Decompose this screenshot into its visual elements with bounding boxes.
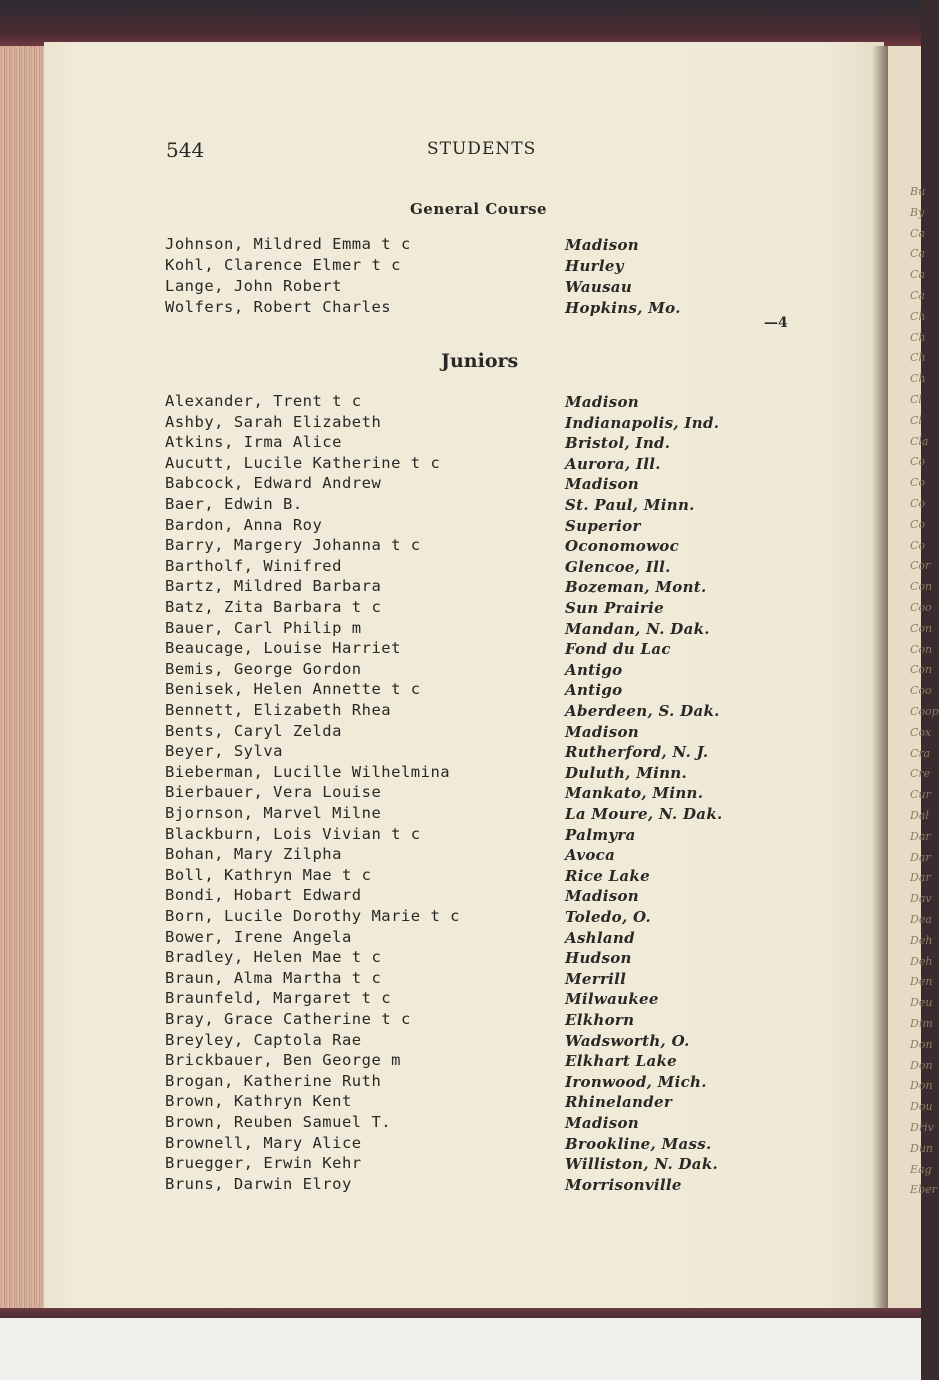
hometown: Glencoe, Ill.: [565, 557, 671, 576]
hometown: Avoca: [565, 846, 616, 865]
hometown: Oconomowoc: [565, 537, 680, 556]
next-page-fragment: Deh: [910, 933, 933, 947]
student-name: Bray, Grace Catherine t c: [165, 1010, 411, 1028]
page-number: 544: [166, 138, 205, 162]
next-page-fragment: Co: [910, 455, 926, 469]
next-page-fragment: Con: [910, 580, 933, 594]
next-page-fragment: Ch: [910, 372, 926, 386]
hometown: Rutherford, N. J.: [565, 743, 709, 762]
student-name: Brown, Kathryn Kent: [165, 1092, 352, 1111]
next-page-fragment: Cor: [910, 559, 931, 573]
next-page-fragment: Ch: [910, 309, 926, 323]
student-name: Bondi, Hobart Edward: [165, 886, 362, 905]
student-name: Wolfers, Robert Charles: [165, 298, 392, 316]
student-name: Bierbauer, Vera Louise: [165, 783, 382, 802]
hometown: Madison: [565, 722, 639, 741]
student-name: Bohan, Mary Zilpha: [165, 845, 342, 864]
hometown: Madison: [565, 236, 639, 254]
hometown: Superior: [565, 516, 641, 535]
student-name: Bjornson, Marvel Milne: [165, 804, 382, 822]
hometown: Bozeman, Mont.: [565, 578, 707, 597]
next-page-fragment: Cl: [910, 393, 922, 406]
student-name: Bruns, Darwin Elroy: [165, 1174, 352, 1193]
hometown: Ironwood, Mich.: [565, 1072, 707, 1091]
next-page-fragment: Ca: [910, 268, 925, 282]
hometown: Aurora, Ill.: [565, 454, 661, 473]
running-head: STUDENTS: [427, 139, 537, 159]
student-name: Benisek, Helen Annette t c: [165, 680, 421, 699]
next-page-fragment: Dar: [910, 829, 931, 843]
hometown: Elkhart Lake: [565, 1052, 678, 1071]
next-page-fragment: Cox: [910, 725, 932, 739]
hometown: Wadsworth, O.: [565, 1031, 690, 1050]
spine-shadow: [872, 46, 888, 1308]
hometown: Palmyra: [565, 825, 636, 844]
student-name: Barry, Margery Johanna t c: [165, 536, 421, 555]
book-cover-top: [0, 0, 921, 46]
student-name: Bartholf, Winifred: [165, 556, 342, 575]
student-name: Atkins, Irma Alice: [165, 433, 342, 452]
hometown: Ashland: [565, 928, 635, 947]
hometown: Duluth, Minn.: [565, 763, 688, 782]
hometown: Mankato, Minn.: [565, 784, 704, 803]
hometown: Madison: [565, 887, 639, 906]
hometown: Toledo, O.: [565, 908, 652, 926]
hometown: Merrill: [565, 969, 627, 988]
page-edges: [0, 46, 48, 1310]
hometown: Wausau: [565, 278, 633, 296]
next-page-fragment: Cla: [910, 434, 929, 448]
hometown: La Moure, N. Dak.: [565, 805, 723, 823]
next-page-fragment: Bu: [910, 185, 926, 198]
next-page-fragment: Eber: [910, 1183, 937, 1197]
next-page-fragment: Don: [910, 1037, 933, 1051]
next-page-fragment: Co: [910, 538, 926, 552]
student-name: Beaucage, Louise Harriet: [165, 639, 401, 658]
hometown: Madison: [565, 475, 639, 494]
student-name: Babcock, Edward Andrew: [165, 474, 382, 493]
hometown: Sun Prairie: [565, 599, 664, 617]
next-page-fragment: Deu: [910, 996, 933, 1010]
next-page-fragment: Con: [910, 642, 933, 656]
next-page-fragment: Co: [910, 497, 926, 510]
next-page-fragment: Co: [910, 476, 926, 490]
next-page-fragment: Dou: [910, 1100, 933, 1114]
hometown: Morrisonville: [565, 1175, 682, 1194]
student-name: Ashby, Sarah Elizabeth: [165, 412, 382, 431]
hometown: Hopkins, Mo.: [565, 299, 681, 317]
next-page-fragment: Co: [910, 517, 926, 531]
student-name: Kohl, Clarence Elmer t c: [165, 256, 401, 274]
hometown: Madison: [565, 393, 639, 411]
next-page-fragment: Ch: [910, 330, 926, 344]
section-count: —4: [764, 315, 788, 331]
student-name: Bardon, Anna Roy: [165, 515, 323, 534]
next-page-fragment: Ch: [910, 351, 926, 365]
next-page-fragment: Don: [910, 1079, 933, 1093]
hometown: Bristol, Ind.: [565, 434, 671, 453]
student-name: Bieberman, Lucille Wilhelmina: [165, 762, 451, 781]
student-name: Alexander, Trent t c: [165, 392, 362, 410]
student-name: Blackburn, Lois Vivian t c: [165, 824, 421, 843]
next-page-fragment: Cur: [910, 788, 931, 802]
next-page-fragment: Dal: [910, 809, 929, 822]
student-name: Bower, Irene Angela: [165, 927, 352, 946]
hometown: Antigo: [565, 681, 623, 700]
next-page-fragment: Coo: [910, 684, 932, 698]
next-page-fragment: Coo: [910, 601, 932, 614]
student-name: Brown, Reuben Samuel T.: [165, 1113, 392, 1131]
next-page-fragment: Don: [910, 1058, 933, 1072]
hometown: Fond du Lac: [565, 640, 671, 659]
student-name: Lange, John Robert: [165, 277, 342, 295]
student-name: Born, Lucile Dorothy Marie t c: [165, 907, 460, 925]
next-page-fragment: Dea: [910, 913, 932, 926]
student-name: Breyley, Captola Rae: [165, 1030, 362, 1049]
student-name: Bruegger, Erwin Kehr: [165, 1154, 362, 1173]
next-page-fragment: Eag: [910, 1162, 932, 1176]
student-name: Batz, Zita Barbara t c: [165, 598, 382, 616]
next-page-fragment: Ca: [910, 289, 925, 302]
student-name: Brogan, Katherine Ruth: [165, 1071, 382, 1090]
next-page-fragment: Ca: [910, 247, 925, 261]
next-page-fragment: Coop: [910, 705, 939, 718]
student-name: Beyer, Sylva: [165, 742, 283, 761]
student-name: Bents, Caryl Zelda: [165, 721, 342, 740]
next-page-fragment: Dim: [910, 1017, 933, 1030]
student-name: Braunfeld, Margaret t c: [165, 989, 392, 1008]
next-page-fragment: Den: [910, 975, 933, 989]
hometown: Rice Lake: [565, 866, 650, 885]
hometown: Hudson: [565, 949, 632, 968]
hometown: St. Paul, Minn.: [565, 496, 695, 514]
next-page-fragment: By: [910, 205, 925, 219]
hometown: Hurley: [565, 257, 624, 275]
next-page-fragment: Dar: [910, 871, 931, 885]
hometown: Milwaukee: [565, 990, 659, 1009]
student-name: Bauer, Carl Philip m: [165, 618, 362, 637]
next-page-fragment: Dav: [910, 892, 932, 906]
student-name: Bennett, Elizabeth Rhea: [165, 701, 392, 719]
next-page-fragment: Con: [910, 621, 933, 635]
next-page-fragment: Cl: [910, 413, 922, 427]
background-surface: [0, 1318, 921, 1380]
student-name: Bradley, Helen Mae t c: [165, 948, 382, 967]
next-page-fragment: Driv: [910, 1121, 934, 1134]
student-name: Brickbauer, Ben George m: [165, 1051, 401, 1070]
student-name: Aucutt, Lucile Katherine t c: [165, 453, 441, 472]
hometown: Antigo: [565, 660, 623, 679]
next-page-fragment: Con: [910, 663, 933, 677]
next-page-fragment: Ca: [910, 226, 925, 240]
student-name: Bartz, Mildred Barbara: [165, 577, 382, 596]
hometown: Williston, N. Dak.: [565, 1155, 719, 1174]
juniors-heading: Juniors: [441, 350, 519, 372]
hometown: Madison: [565, 1114, 639, 1132]
student-name: Baer, Edwin B.: [165, 495, 303, 513]
hometown: Brookline, Mass.: [565, 1134, 712, 1153]
next-page-fragment: Cra: [910, 746, 931, 760]
student-name: Johnson, Mildred Emma t c: [165, 235, 411, 253]
student-name: Brownell, Mary Alice: [165, 1133, 362, 1152]
hometown: Rhinelander: [565, 1093, 673, 1112]
hometown: Indianapolis, Ind.: [565, 413, 720, 432]
next-page-edge: [884, 46, 939, 1308]
student-name: Bemis, George Gordon: [165, 659, 362, 678]
student-name: Braun, Alma Martha t c: [165, 968, 382, 987]
next-page-fragment: Dar: [910, 850, 931, 864]
hometown: Aberdeen, S. Dak.: [565, 702, 720, 720]
next-page-fragment: Deh: [910, 954, 933, 968]
hometown: Mandan, N. Dak.: [565, 619, 710, 638]
next-page-fragment: Cre: [910, 767, 931, 781]
student-name: Boll, Kathryn Mae t c: [165, 865, 372, 884]
general-course-heading: General Course: [410, 200, 548, 218]
hometown: Elkhorn: [565, 1011, 635, 1029]
next-page-fragment: Dun: [910, 1141, 933, 1155]
